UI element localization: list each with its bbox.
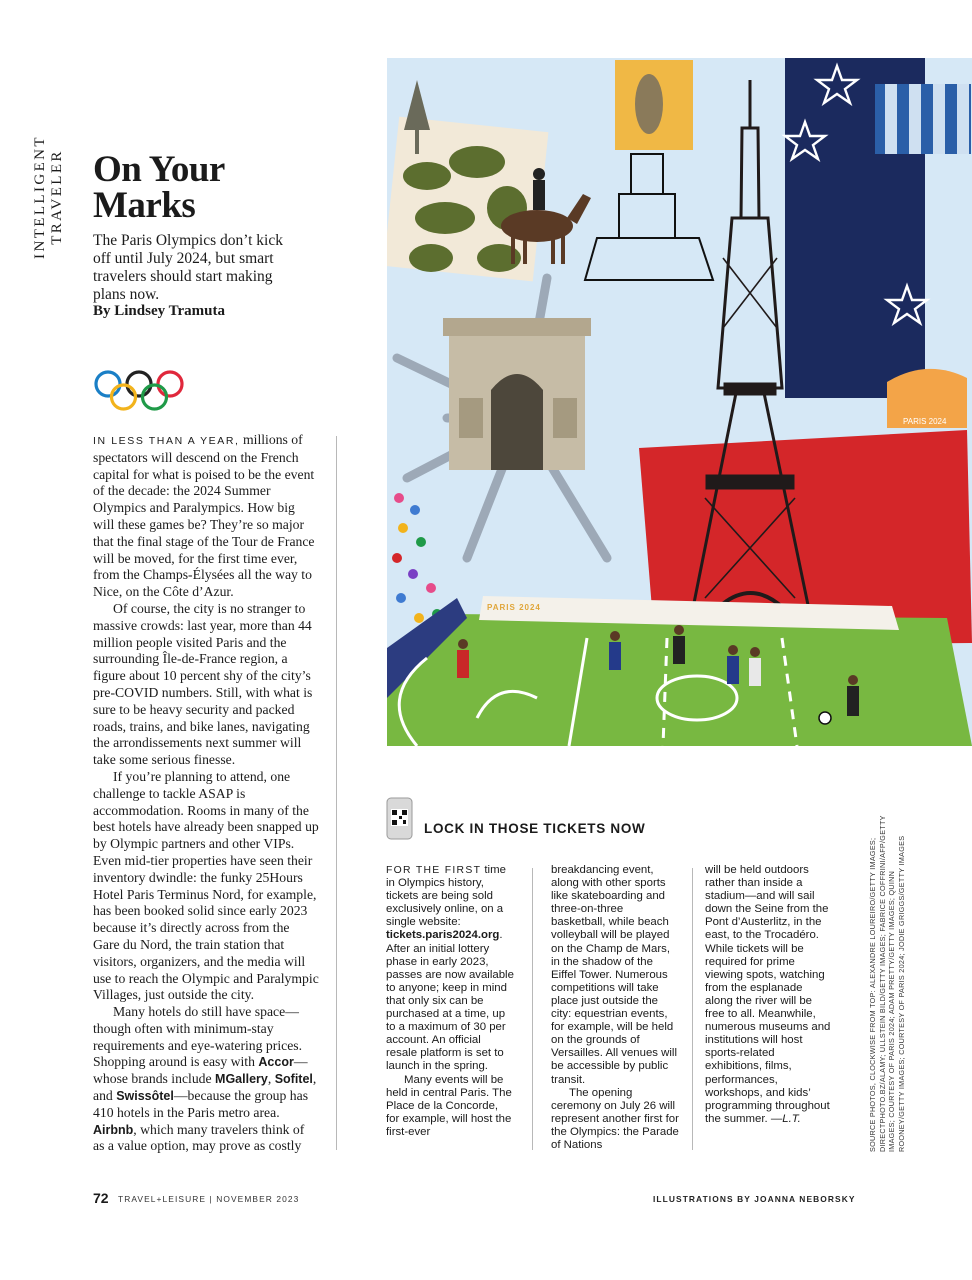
lead-in: IN LESS THAN A YEAR, [93, 435, 240, 447]
soccer-ball [819, 712, 831, 724]
brand-mgallery: MGallery [215, 1072, 268, 1087]
paragraph-2: Of course, the city is no stranger to massive crowds: last year, more than 44 million people visited Paris and the surrounding Île-de-France region, a figure about 10 percent shy of the city’s pre-COVID numbers. Still, with what is sure to be heavy security and packed roads, trains, and bike lanes, navigating the arrondissements next summer will take some serious finesse. [93, 600, 313, 768]
arc-de-triomphe [443, 318, 591, 470]
brand-accor: Accor [258, 1055, 294, 1070]
illustration-credit: ILLUSTRATIONS BY JOANNA NEBORSKY [653, 1194, 856, 1204]
photo-credits: SOURCE PHOTOS, CLOCKWISE FROM TOP: ALEXANDRE LOUREIRO/GETTY IMAGES; DIRECTPHOTO.BZ/ALAMY; ULLSTEIN BILD/GETTY IMAGES; FABRICE COFFRINI/AFP/GETTY IMAGES; COURTESY OF PARIS 2024; ADAM PRETTY/GETTY IMAGES; QUINN ROONEY/GETTY IMAGES; COURTESY OF PARIS 2024; JODIE GRIGGS/GETTY IMAGES [868, 815, 906, 1152]
striped-umbrella [875, 84, 971, 154]
qr-phone-icon [386, 797, 413, 840]
stadium-sign: PARIS 2024 [903, 417, 947, 426]
column-divider [336, 436, 337, 1150]
sidebar-title: LOCK IN THOSE TICKETS NOW [424, 821, 646, 836]
article-body [93, 432, 319, 1155]
sidebar-column-1: FOR THE FIRST time in Olympics history, tickets are being sold exclusively online, on a single website: tickets.paris2024.org. After an initial lottery phase in early 2023, passes are now available to anyone; keep in mind that only six can be purchased at a time, up to a maximum of 30 per account. An official resale platform is set to launch in the spring. Many events will be held in central Paris. The Place de la Concorde, for example, will host the first-ever [386, 864, 514, 1138]
paris-olympics-collage [387, 58, 972, 746]
section-label: INTELLIGENT TRAVELER [32, 135, 65, 259]
section-label-rail [32, 88, 65, 298]
paragraph-4: Many hotels do still have space—though often with minimum-stay requirements and eye-watering prices. Shopping around is easy with Accor—whose brands include MGallery, Sofitel, and Swissôtel—because the group has 410 hotels in the Paris metro area. Airbnb, which many travelers think of as a value option, may prove as costly [93, 1004, 317, 1154]
banner-text: PARIS 2024 [487, 603, 541, 612]
sidebar-divider [692, 868, 693, 1150]
photo-credits-rail [868, 812, 906, 1152]
headline-line-2: Marks [93, 185, 196, 226]
brand-airbnb: Airbnb [93, 1122, 134, 1137]
golden-statue [635, 74, 663, 134]
olympic-rings-icon [93, 368, 185, 414]
headline-line-1: On Your [93, 149, 225, 190]
page-number: 72 [93, 1190, 109, 1206]
sidebar-divider [532, 868, 533, 1150]
brand-sofitel: Sofitel [274, 1072, 313, 1087]
sidebar-lead-in: FOR THE FIRST [386, 865, 482, 876]
publication-info: TRAVEL+LEISURE | NOVEMBER 2023 [118, 1194, 300, 1204]
paragraph-3: If you’re planning to attend, one challenge to tackle ASAP is accommodation. Rooms in many of the best hotels have already been snapped up by Olympic partners and other VIPs. Even mid-tier properties have seen their inventory dwindle: the funky 25Hours Hotel Paris Terminus Nord, for example, has been booked solid since early 2023 because it’s directly across from the Gare du Nord, the train station that visitors, organizers, and the media will use to reach the Olympic and Paralympic Villages, just outside the city. [93, 768, 319, 1003]
byline: By Lindsey Tramuta [93, 303, 225, 319]
dek: The Paris Olympics don’t kick off until July 2024, but smart travelers should start making plans now. [93, 232, 283, 303]
sidebar-column-2: breakdancing event, along with other sports like skateboarding and three-on-three basketball, while beach volleyball will be played on the Champ de Mars, in the shadow of the Eiffel Tower. Numerous competitions will take place just outside the city: equestrian events, for example, will be held on the grounds of Versailles. All venues will be accessible by public transit. The opening ceremony on July 26 will represent another first for the Olympics: the Parade of Nations [551, 864, 679, 1151]
headline [93, 149, 333, 226]
signature: L.T. [782, 1112, 801, 1125]
tickets-link: tickets.paris2024.org [386, 929, 500, 942]
brand-swissotel: Swissôtel [116, 1089, 174, 1104]
sidebar-column-3: will be held outdoors rather than inside a stadium—and will sail down the Seine from the Pont d’Austerlitz, in the east, to the Trocadéro. While tickets will be required for prime viewing spots, watching from the esplanade along the river will be free to all. Meanwhile, numerous museums and institutions will host sports-related exhibitions, films, performances, workshops, and kids’ programming throughout the summer. —L.T. [705, 864, 831, 1125]
paragraph-1: IN LESS THAN A YEAR, millions of spectators will descend on the French capital for what is poised to be the event of the decade: the 2024 Summer Olympics and Paralympics. How big will these games be? They’re so major that the final stage of the Tour de France will be moved, for the first time ever, from the Champs-Élysées all the way to Nice, on the Côte d’Azur. [93, 432, 315, 600]
